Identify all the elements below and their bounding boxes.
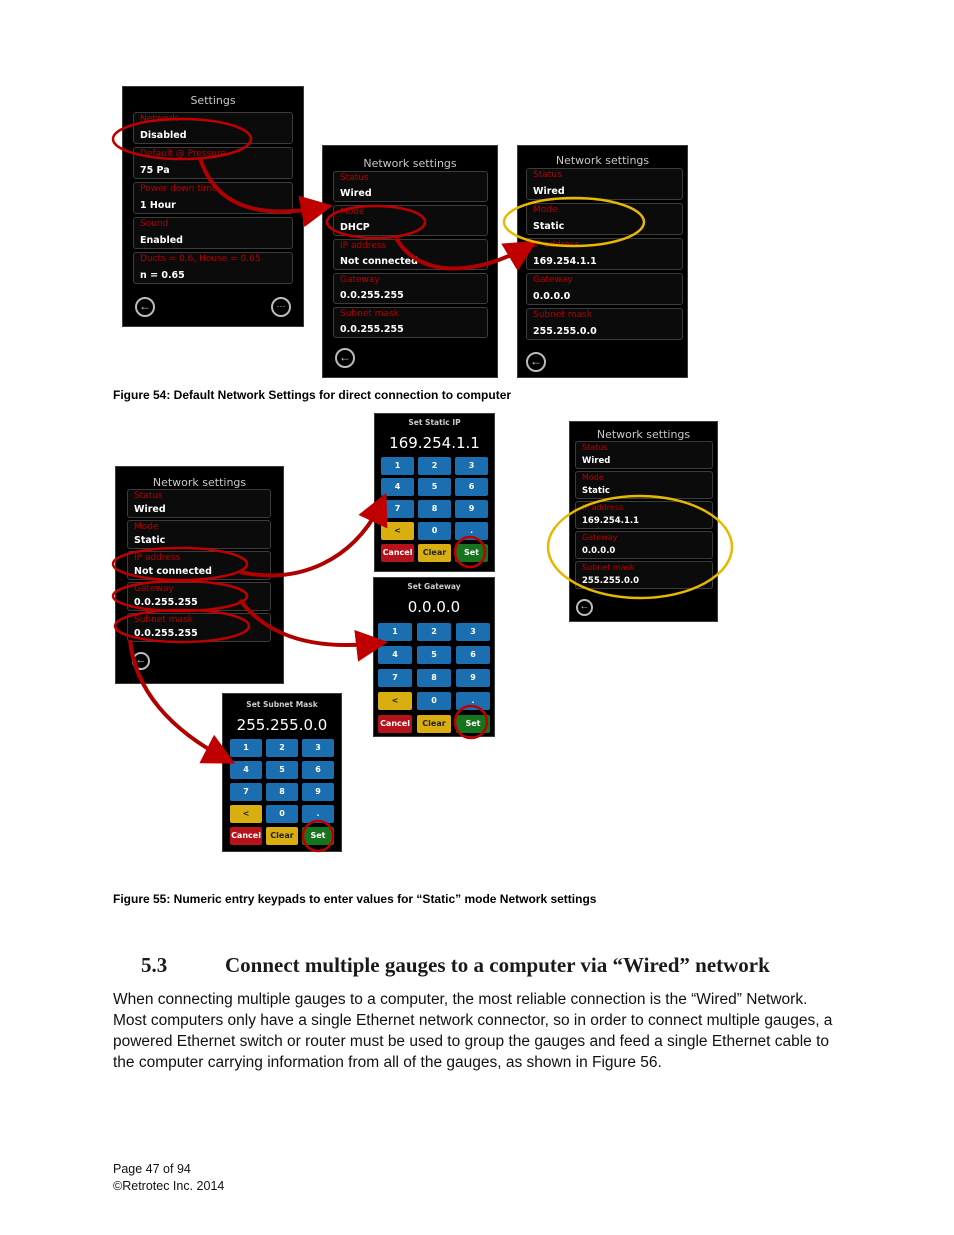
key-0[interactable]: 0 (418, 522, 451, 540)
back-arrow-icon[interactable]: ← (576, 599, 593, 616)
key-dot[interactable]: . (302, 805, 334, 823)
network-settings-left-screen (115, 466, 284, 684)
key-2[interactable]: 2 (266, 739, 298, 757)
field-gateway[interactable] (127, 582, 271, 611)
set-button[interactable]: Set (456, 715, 490, 733)
key-3[interactable]: 3 (456, 623, 490, 641)
keypad-title: Set Static IP (408, 418, 461, 427)
field-label: Mode (582, 473, 604, 482)
key-backspace[interactable]: < (381, 522, 414, 540)
field-label: Gateway (340, 275, 380, 285)
key-9[interactable]: 9 (456, 669, 490, 687)
field-value: Wired (134, 504, 166, 515)
field-sound[interactable] (133, 217, 293, 249)
field-label: Status (340, 173, 369, 183)
keypad-display: 169.254.1.1 (389, 434, 480, 452)
field-value: 75 Pa (140, 165, 170, 176)
key-0[interactable]: 0 (417, 692, 451, 710)
field-value: 0.0.0.0 (533, 291, 571, 302)
field-network[interactable] (133, 112, 293, 144)
field-value: 0.0.255.255 (340, 290, 404, 301)
field-default-pressure[interactable] (133, 147, 293, 179)
field-label: Status (533, 170, 562, 180)
field-value: n = 0.65 (140, 270, 185, 281)
field-ip-address[interactable] (127, 551, 271, 580)
field-label: Status (134, 491, 163, 501)
key-0[interactable]: 0 (266, 805, 298, 823)
cancel-button[interactable]: Cancel (230, 827, 262, 845)
keypad-display: 0.0.0.0 (407, 598, 461, 616)
key-7[interactable]: 7 (381, 500, 414, 518)
key-backspace[interactable]: < (230, 805, 262, 823)
field-label: Subnet mask (533, 310, 592, 320)
field-mode[interactable] (526, 203, 683, 235)
key-5[interactable]: 5 (417, 646, 451, 664)
field-label: Subnet mask (134, 615, 193, 625)
paragraph-line: Most computers only have a single Ethernet network connector, so in order to connect multiple gauges, a (113, 1012, 833, 1029)
field-value: 0.0.255.255 (134, 597, 198, 608)
keypad-gateway (373, 577, 495, 737)
footer-copyright: ©Retrotec Inc. 2014 (113, 1179, 225, 1193)
field-value: Not connected (134, 566, 212, 577)
field-subnet-mask[interactable] (575, 561, 713, 589)
field-label: Default @ Pressure (140, 149, 227, 159)
back-arrow-icon[interactable]: ← (132, 652, 150, 670)
field-value: Wired (582, 456, 611, 466)
field-value: DHCP (340, 222, 370, 233)
figure-54-caption: Figure 54: Default Network Settings for direct connection to computer (113, 388, 512, 402)
field-label: Subnet mask (582, 563, 635, 572)
field-value: Enabled (140, 235, 183, 246)
screen-title: Network settings (555, 154, 650, 167)
key-6[interactable]: 6 (456, 646, 490, 664)
back-arrow-icon[interactable]: ← (135, 297, 155, 317)
screen-title: Network settings (152, 476, 247, 489)
key-4[interactable]: 4 (381, 478, 414, 496)
section-paragraph (113, 989, 858, 1073)
figure-55-caption: Figure 55: Numeric entry keypads to enter values for “Static” mode Network settings (113, 892, 597, 906)
field-status[interactable] (333, 171, 488, 202)
field-power-down[interactable] (133, 182, 293, 214)
field-value: 0.0.255.255 (134, 628, 198, 639)
field-n-exponent[interactable] (133, 252, 293, 284)
cancel-button[interactable]: Cancel (381, 544, 414, 562)
field-subnet-mask[interactable] (127, 613, 271, 642)
field-label: Status (582, 443, 608, 452)
keypad-display: 255.255.0.0 (236, 716, 328, 734)
key-5[interactable]: 5 (266, 761, 298, 779)
field-label: Sound (140, 219, 169, 229)
key-7[interactable]: 7 (378, 669, 412, 687)
screen-title: Network settings (363, 157, 457, 170)
key-3[interactable]: 3 (302, 739, 334, 757)
key-1[interactable]: 1 (381, 457, 414, 475)
field-value: 0.0.255.255 (340, 324, 404, 335)
field-value: 1 Hour (140, 200, 176, 211)
cancel-button[interactable]: Cancel (378, 715, 412, 733)
field-label: Power down time (140, 184, 218, 194)
field-value: 255.255.0.0 (582, 576, 640, 586)
field-ip-address[interactable] (526, 238, 683, 270)
key-dot[interactable]: . (455, 522, 488, 540)
field-label: Gateway (533, 275, 573, 285)
key-5[interactable]: 5 (418, 478, 451, 496)
field-ip-address[interactable] (575, 501, 713, 529)
field-gateway[interactable] (333, 273, 488, 304)
key-4[interactable]: 4 (230, 761, 262, 779)
field-label: IP address (340, 241, 387, 251)
paragraph-line: When connecting multiple gauges to a computer, the most reliable connection is the “Wired” Network. (113, 991, 808, 1008)
paragraph-line: powered Ethernet switch or router must be used to group the gauges and feed a single Ethernet cable to (113, 1033, 830, 1050)
field-label: Gateway (134, 584, 174, 594)
clear-button[interactable]: Clear (417, 715, 451, 733)
settings-screen (122, 86, 304, 327)
field-mode[interactable] (333, 205, 488, 236)
field-status[interactable] (575, 441, 713, 469)
field-subnet-mask[interactable] (526, 308, 683, 340)
key-8[interactable]: 8 (418, 500, 451, 518)
field-subnet-mask[interactable] (333, 307, 488, 338)
screen-title: Settings (190, 94, 236, 107)
field-value: 255.255.0.0 (533, 326, 597, 337)
screen-title: Network settings (596, 428, 691, 441)
keypad-static-ip (374, 413, 495, 572)
paragraph-line: the computer carrying information from all of the gauges, as shown in Figure 56. (113, 1054, 662, 1071)
key-9[interactable]: 9 (455, 500, 488, 518)
key-dot[interactable]: . (456, 692, 490, 710)
clear-button[interactable]: Clear (266, 827, 298, 845)
field-value: Wired (533, 186, 565, 197)
field-label: IP address (582, 503, 624, 512)
network-settings-dhcp-screen (322, 145, 498, 378)
key-6[interactable]: 6 (302, 761, 334, 779)
key-2[interactable]: 2 (417, 623, 451, 641)
key-8[interactable]: 8 (417, 669, 451, 687)
field-value: Disabled (140, 130, 187, 141)
field-label: Subnet mask (340, 309, 399, 319)
field-gateway[interactable] (526, 273, 683, 305)
clear-button[interactable]: Clear (418, 544, 451, 562)
back-arrow-icon[interactable]: ← (526, 352, 546, 372)
field-label: Mode (533, 205, 558, 215)
network-settings-right-screen (569, 421, 718, 622)
keypad-title: Set Subnet Mask (246, 700, 318, 709)
field-label: Ducts = 0.6, House = 0.65 (140, 254, 261, 264)
key-7[interactable]: 7 (230, 783, 262, 801)
field-label: Network (140, 114, 178, 124)
key-backspace[interactable]: < (378, 692, 412, 710)
field-mode[interactable] (575, 471, 713, 499)
section-number: 5.3 (141, 953, 168, 977)
key-1[interactable]: 1 (378, 623, 412, 641)
field-label: Mode (134, 522, 159, 532)
field-mode[interactable] (127, 520, 271, 549)
field-label: IP address (134, 553, 181, 563)
set-button[interactable]: Set (455, 544, 488, 562)
keypad-title: Set Gateway (407, 582, 461, 591)
footer-page-number: Page 47 of 94 (113, 1162, 191, 1176)
field-label: Gateway (582, 533, 618, 542)
key-9[interactable]: 9 (302, 783, 334, 801)
back-arrow-icon[interactable]: ← (335, 348, 355, 368)
field-label: IP address (533, 240, 580, 250)
field-ip-address[interactable] (333, 239, 488, 270)
field-label: Mode (340, 207, 365, 217)
section-title: Connect multiple gauges to a computer via “Wired” network (225, 953, 770, 977)
field-status[interactable] (526, 168, 683, 200)
key-8[interactable]: 8 (266, 783, 298, 801)
field-value: Static (582, 486, 610, 496)
field-value: 0.0.0.0 (582, 546, 616, 556)
field-value: Wired (340, 188, 372, 199)
field-value: Not connected (340, 256, 418, 267)
key-2[interactable]: 2 (418, 457, 451, 475)
set-button[interactable]: Set (302, 827, 334, 845)
field-value: Static (533, 221, 565, 232)
field-status[interactable] (127, 489, 271, 518)
more-options-icon[interactable]: ⋯ (271, 297, 291, 317)
field-value: 169.254.1.1 (533, 256, 597, 267)
key-6[interactable]: 6 (455, 478, 488, 496)
network-settings-static-screen (517, 145, 688, 378)
key-3[interactable]: 3 (455, 457, 488, 475)
field-gateway[interactable] (575, 531, 713, 559)
key-4[interactable]: 4 (378, 646, 412, 664)
keypad-subnet-mask (222, 693, 342, 852)
key-1[interactable]: 1 (230, 739, 262, 757)
field-value: Static (134, 535, 166, 546)
field-value: 169.254.1.1 (582, 516, 640, 526)
